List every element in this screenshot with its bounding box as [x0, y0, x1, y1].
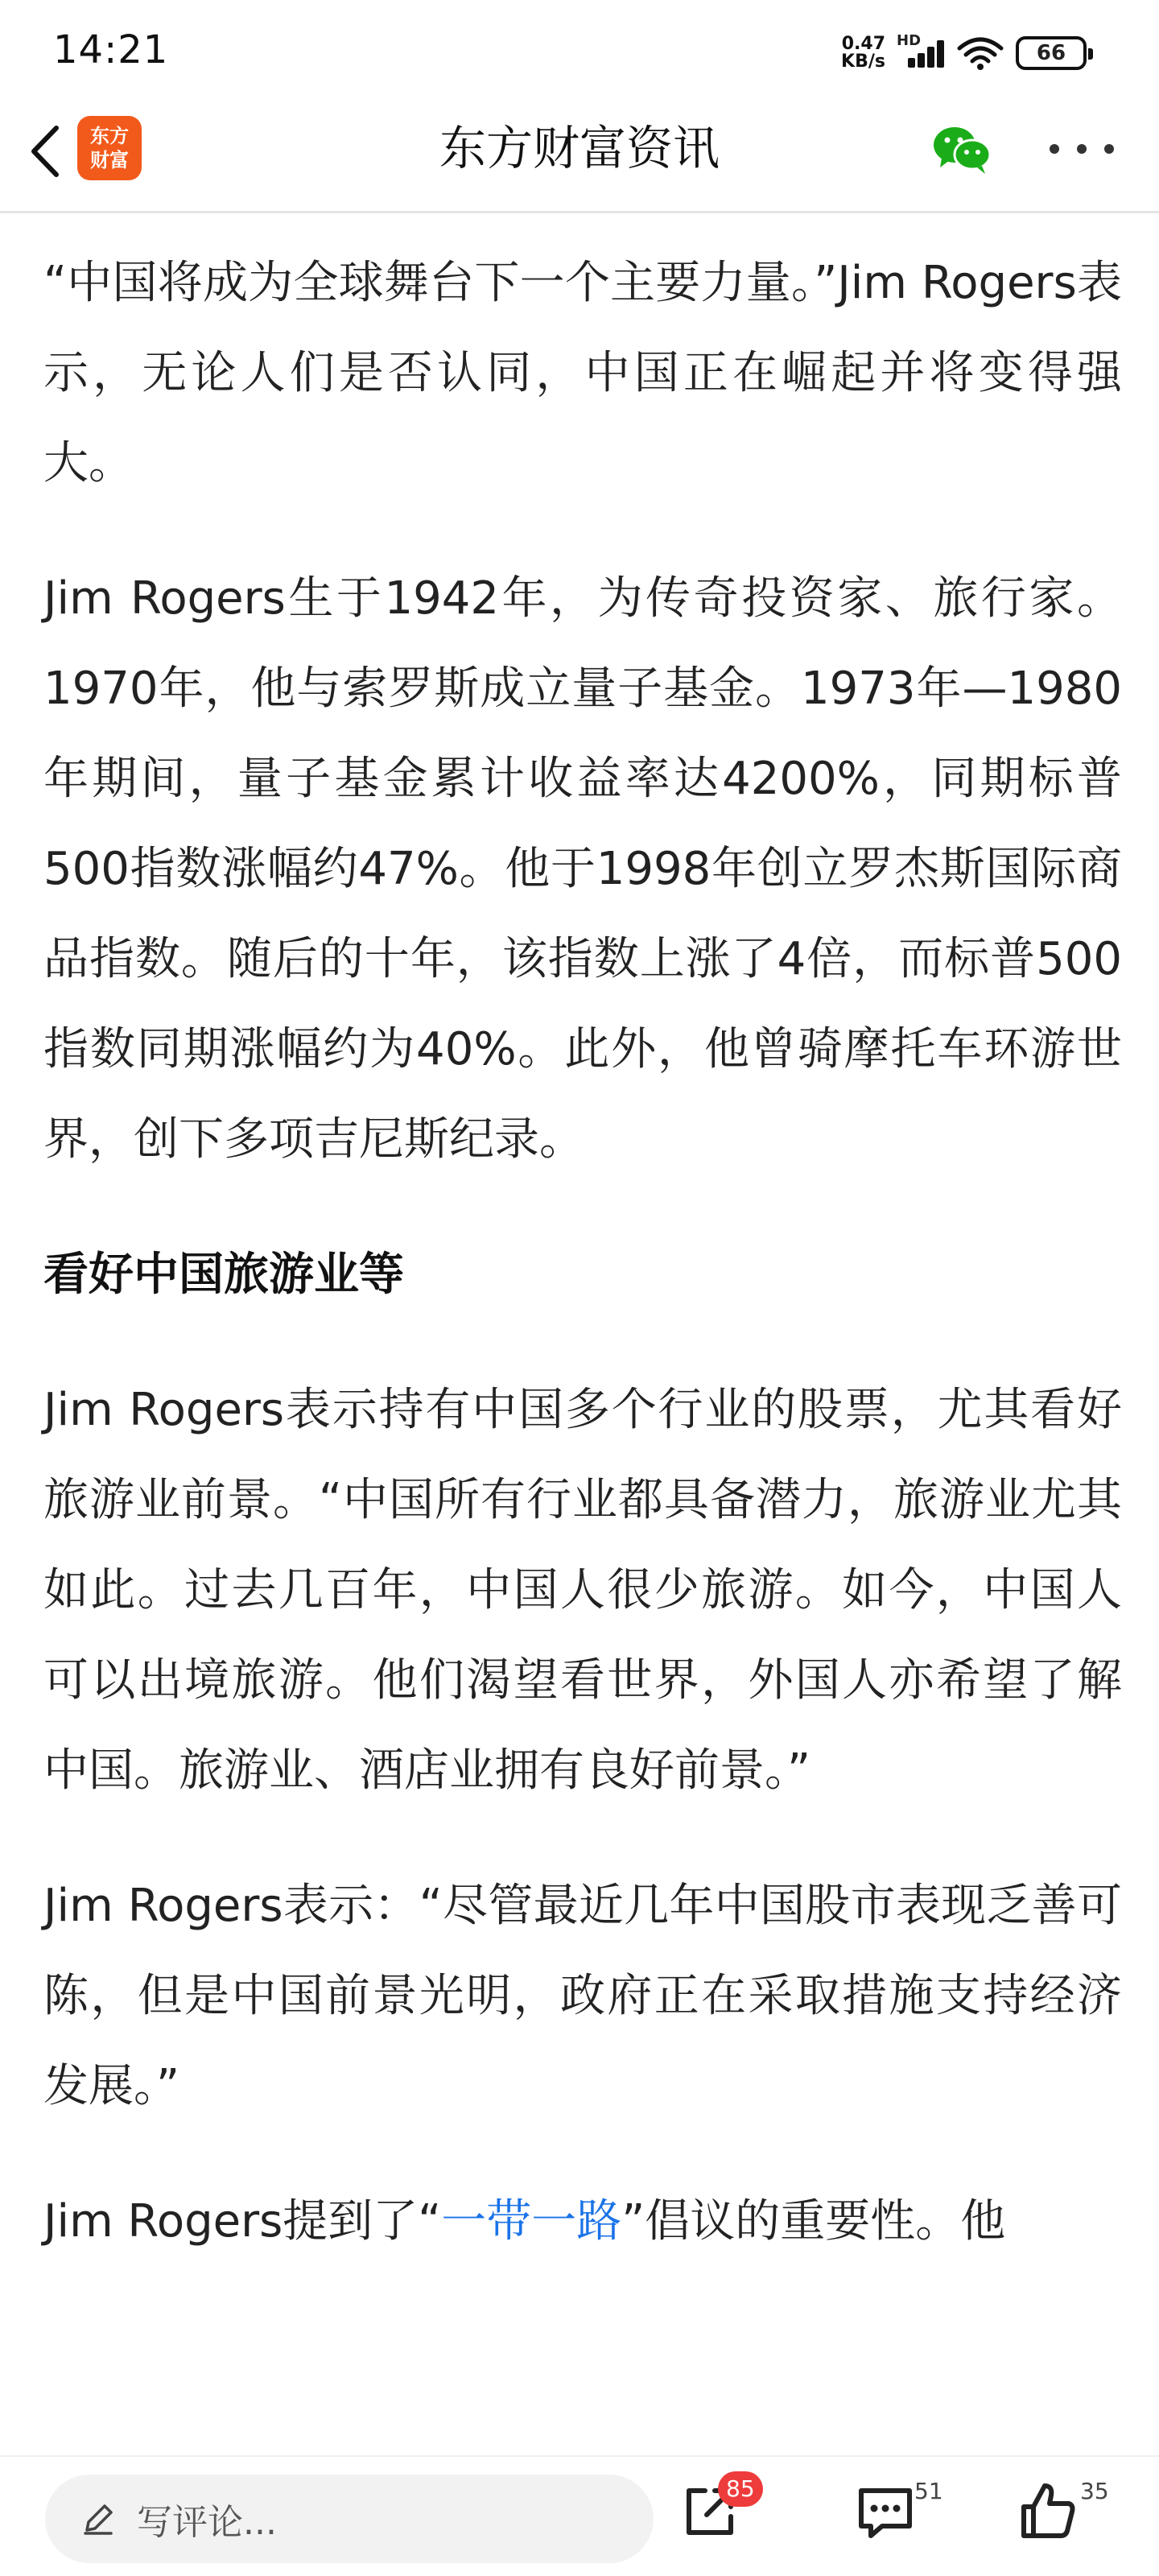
like-count: 35: [1080, 2478, 1109, 2504]
paragraph-text: ”倡议的重要性。他: [621, 2195, 1006, 2248]
network-speed: [841, 35, 885, 71]
logo-text-line2: 财富: [90, 149, 129, 171]
more-dot-icon: [1050, 144, 1059, 154]
comment-placeholder: 写评论...: [137, 2502, 277, 2543]
network-speed-value: 0.47: [841, 34, 885, 54]
article-paragraph: Jim Rogers生于1942年，为传奇投资家、旅行家。1970年，他与索罗斯成立量子基金。1973年—1980年期间，量子基金累计收益率达4200%，同期标普500指数涨幅约47%。他于1998年创立罗杰斯国际商品指数。随后的十年，该指数上涨了4倍，而标普500指数同期涨幅约为40%。此外，他曾骑摩托车环游世界，创下多项吉尼斯纪录。: [43, 572, 1122, 1166]
battery-icon: [1016, 36, 1087, 70]
wechat-share-icon[interactable]: [930, 121, 995, 177]
more-dot-icon: [1077, 144, 1087, 154]
comment-bubble-icon: [853, 2479, 918, 2544]
article-paragraph: Jim Rogers表示持有中国多个行业的股票，尤其看好旅游业前景。“中国所有行业都具备潜力，旅游业尤其如此。过去几百年，中国人很少旅游。如今，中国人可以出境旅游。他们渴望看世界，外国人亦希望了解中国。旅游业、酒店业拥有良好前景。”: [43, 1384, 1122, 1797]
article-section-heading: 看好中国旅游业等: [43, 1249, 404, 1301]
pencil-icon: [80, 2501, 116, 2537]
article-body: [43, 238, 1122, 2312]
bottom-action-bar: [0, 2455, 1159, 2576]
cell-signal-icon: [897, 32, 945, 71]
status-bar: [0, 0, 1159, 105]
network-type-label: HD: [897, 32, 922, 49]
share-count-badge: 85: [718, 2471, 763, 2507]
more-options-button[interactable]: [1050, 129, 1114, 169]
like-button[interactable]: [1016, 2478, 1109, 2552]
comments-button[interactable]: [853, 2478, 943, 2552]
article-paragraph: [43, 2177, 1122, 2267]
comment-input[interactable]: [45, 2475, 654, 2563]
status-icons: [841, 31, 1087, 76]
article-paragraph: “中国将成为全球舞台下一个主要力量。”Jim Rogers表示，无论人们是否认同，中国正在崛起并将变得强大。: [43, 257, 1122, 489]
thumbs-up-icon: [1016, 2479, 1080, 2544]
paragraph-text: Jim Rogers提到了“: [43, 2195, 442, 2248]
article-paragraph: Jim Rogers表示：“尽管最近几年中国股市表现乏善可陈，但是中国前景光明，政府正在采取措施支持经济发展。”: [43, 1880, 1122, 2112]
wifi-icon: [956, 35, 1004, 71]
app-header: [0, 105, 1159, 213]
logo-text-line1: 东方: [90, 125, 129, 147]
network-speed-unit: KB/s: [841, 52, 885, 72]
battery-level: 66: [1036, 41, 1066, 65]
status-time: 14:21: [53, 27, 169, 72]
more-dot-icon: [1104, 144, 1114, 154]
belt-and-road-link[interactable]: 一带一路: [441, 2195, 622, 2248]
page-title: 东方财富资讯: [439, 121, 720, 175]
comment-count: 51: [914, 2478, 943, 2504]
share-button[interactable]: [678, 2475, 755, 2552]
